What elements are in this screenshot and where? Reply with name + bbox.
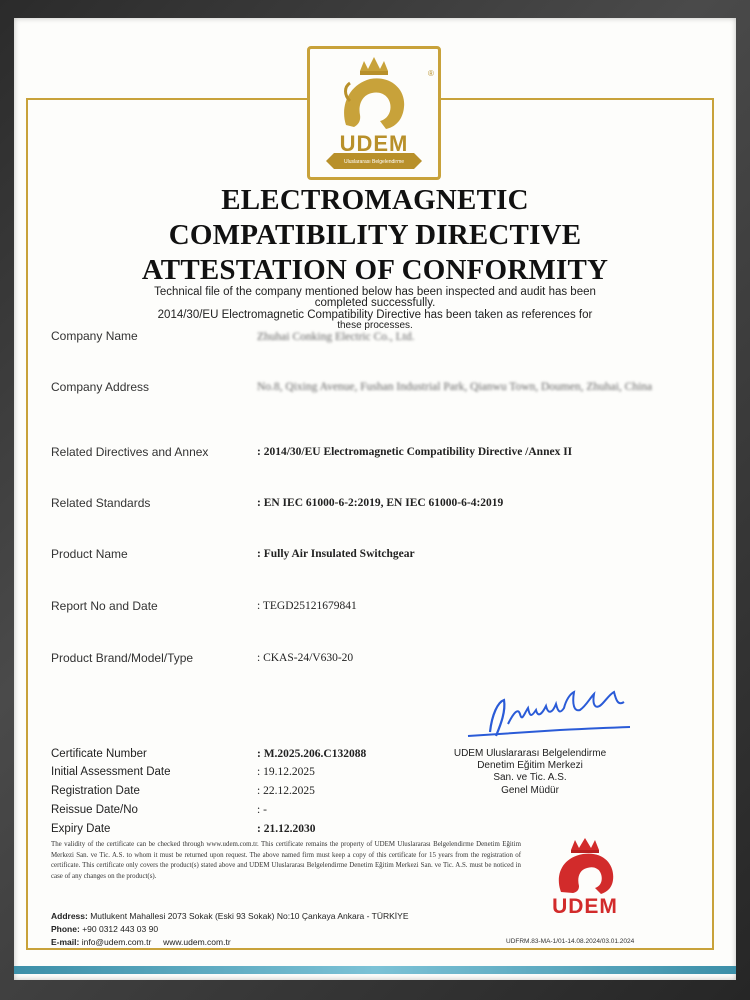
product-brand-value: : CKAS-24/V630-20	[257, 652, 354, 664]
registration-date-value: : 22.12.2025	[257, 785, 315, 797]
intro-line-2: completed successfully.	[314, 297, 436, 309]
bottom-mat-strip	[14, 966, 736, 974]
email-label: E-mail:	[51, 937, 80, 947]
signer-line-2: Denetim Eğitim Merkezi	[477, 760, 583, 771]
report-no-value: : TEGD25121679841	[257, 600, 357, 612]
registration-date-label: Registration Date	[51, 785, 140, 797]
udem-gold-logo	[307, 46, 441, 180]
related-directives-label: Related Directives and Annex	[51, 445, 209, 459]
title-line-3: ATTESTATION OF CONFORMITY	[141, 254, 609, 286]
report-no-label: Report No and Date	[51, 599, 158, 613]
product-name-label: Product Name	[51, 547, 128, 561]
title-line-1: ELECTROMAGNETIC	[221, 184, 529, 216]
footer-phone	[51, 924, 158, 934]
related-directives-value: : 2014/30/EU Electromagnetic Compatibility Directive /Annex II	[257, 446, 573, 458]
reissue-date-value: : -	[257, 804, 267, 816]
intro-line-3: 2014/30/EU Electromagnetic Compatibility Directive has been taken as references for	[157, 309, 593, 321]
lion-crown-icon	[310, 49, 438, 177]
related-standards-value: : EN IEC 61000-6-2:2019, EN IEC 61000-6-4:2019	[257, 497, 504, 509]
certificate-number-value: : M.2025.206.C132088	[257, 748, 367, 760]
company-address-label: Company Address	[51, 380, 150, 394]
expiry-date-label: Expiry Date	[51, 823, 111, 835]
company-name-label: Company Name	[51, 329, 138, 343]
initial-assessment-value: : 19.12.2025	[257, 766, 315, 778]
related-standards-label: Related Standards	[51, 496, 151, 510]
address-label: Address:	[51, 911, 88, 921]
title-line-2: COMPATIBILITY DIRECTIVE	[168, 219, 582, 251]
certificate-number-label: Certificate Number	[51, 748, 147, 760]
company-name-value: Zhuhai Conking Electric Co., Ltd.	[257, 331, 415, 343]
signer-line-4: Genel Müdür	[501, 785, 559, 796]
phone-text: +90 0312 443 03 90	[82, 924, 159, 934]
intro-line-4: these processes.	[337, 320, 413, 331]
signature	[460, 684, 650, 748]
product-name-value: : Fully Air Insulated Switchgear	[257, 548, 415, 560]
company-address-value: No.8, Qixing Avenue, Fushan Industrial Park, Qianwu Town, Doumen, Zhuhai, China	[257, 381, 653, 393]
form-code: UDFRM.83-MA-1/01-14.08.2024/03.01.2024	[506, 938, 635, 945]
website-text: www.udem.com.tr	[163, 937, 231, 947]
address-text: Mutlukent Mahallesi 2073 Sokak (Eski 93 Sokak) No:10 Çankaya Ankara - TÜRKİYE	[90, 911, 409, 921]
signer-line-1: UDEM Uluslararası Belgelendirme	[453, 748, 607, 759]
product-brand-label: Product Brand/Model/Type	[51, 651, 194, 665]
footer-email	[51, 937, 231, 947]
reissue-date-label: Reissue Date/No	[51, 804, 138, 816]
registered-mark: ®	[428, 69, 434, 78]
footer-address	[51, 911, 409, 921]
email-text: info@udem.com.tr	[81, 937, 152, 947]
validity-fine-print: The validity of the certificate can be checked through www.udem.com.tr. This certificate remains the property of UDEM Uluslararası Belgelendirme Denetim Eğitim Merkezi San. ve Tic. A.S. to whom it must be returned upon request. The above named firm must keep a copy of this certificate for 15 years from the registration of certificate. This certificate only covers the product(s) stated above and UDEM Uluslararası Belgelendirme Denetim Eğitim Merkezi San. ve Tic. A.S. must be noticed in case of any changes on the product(s).	[51, 841, 521, 880]
phone-label: Phone:	[51, 924, 80, 934]
intro-line-1: Technical file of the company mentioned below has been inspected and audit has been	[154, 286, 596, 298]
signer-line-3: San. ve Tic. A.S.	[493, 772, 567, 783]
expiry-date-value: : 21.12.2030	[257, 823, 316, 835]
logo-ribbon-text: Uluslararası Belgelendirme	[343, 159, 405, 165]
udem-gold-wordmark: UDEM	[339, 131, 409, 156]
udem-red-wordmark: UDEM	[552, 895, 618, 918]
udem-red-lion-icon	[545, 836, 625, 896]
initial-assessment-label: Initial Assessment Date	[51, 766, 171, 778]
